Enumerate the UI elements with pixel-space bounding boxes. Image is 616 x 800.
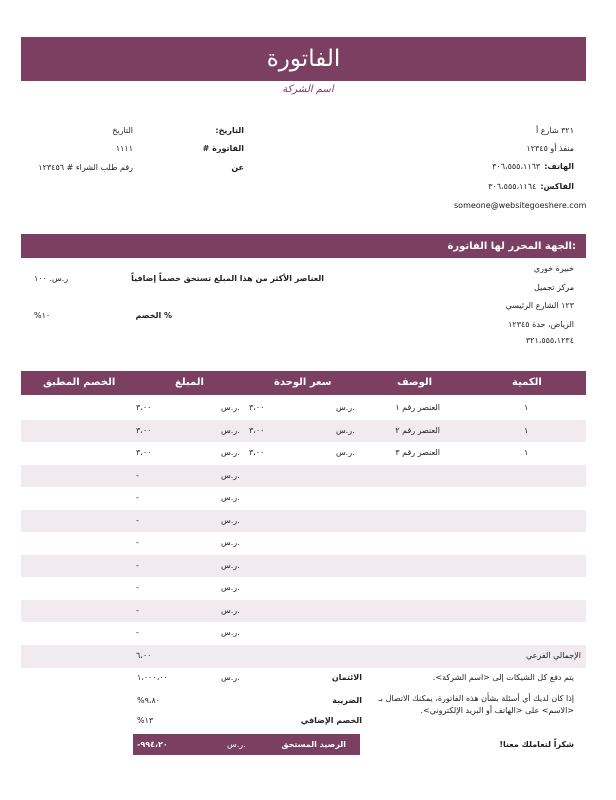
credit-label: الائتمان bbox=[331, 673, 362, 682]
col-discount-applied: الخصم المطبق bbox=[43, 377, 116, 388]
table-row bbox=[21, 465, 586, 488]
table-row bbox=[21, 532, 586, 555]
cell-amount-currency: ر.س. bbox=[221, 470, 240, 480]
cell-amount: - bbox=[136, 560, 139, 570]
cell-qty: ١ bbox=[524, 425, 529, 435]
cell-unit-price: ٣،٠٠ bbox=[249, 448, 265, 457]
date-value: التاريخ bbox=[112, 126, 133, 135]
cell-description: العنصر رقم ٣ bbox=[395, 448, 440, 457]
balance-due-label: الرصيد المستحق bbox=[281, 740, 346, 749]
threshold-value: ر.س. ١٠٠ bbox=[34, 274, 69, 283]
about-label: عن bbox=[231, 163, 244, 172]
invoice-number-label: الفاتورة # bbox=[202, 144, 244, 153]
sender-street: ٣٢١ شارع أ bbox=[536, 126, 574, 135]
fax-label: الفاكس: bbox=[540, 182, 574, 191]
balance-due-currency: ر.س. bbox=[227, 740, 246, 749]
credit-currency: ر.س. bbox=[221, 673, 240, 682]
cell-unit-currency: ر.س. bbox=[336, 448, 355, 457]
tax-value: %٩،٨٠ bbox=[137, 696, 161, 705]
balance-due-value: -٩٩٤،٢٠ bbox=[137, 740, 168, 749]
cell-amount-currency: ر.س. bbox=[221, 605, 240, 615]
client-center: مركز تجميل bbox=[534, 283, 574, 292]
note-questions-1: إذا كان لديك أي أسئلة بشأن هذه الفاتورة، يمكنك الاتصال بـ bbox=[378, 694, 574, 703]
cell-amount: - bbox=[136, 493, 139, 502]
sender-email[interactable]: someone@websitegoeshere.com bbox=[454, 201, 587, 210]
subtotal-label: الإجمالي الفرعي bbox=[525, 651, 581, 660]
cell-amount-currency: ر.س. bbox=[221, 583, 240, 592]
tax-label: الضريبة bbox=[332, 696, 362, 705]
sender-suite: منفذ أو ١٢٣٤٥ bbox=[526, 144, 574, 153]
subtotal-row bbox=[21, 645, 586, 668]
cell-qty: ١ bbox=[524, 448, 529, 457]
note-payable: يتم دفع كل الشيكات إلى <اسم الشركة>. bbox=[432, 673, 574, 682]
note-thanks: شكراً لتعاملك معنا! bbox=[499, 740, 574, 749]
cell-amount: - bbox=[136, 628, 139, 637]
cell-amount-currency: ر.س. bbox=[221, 538, 240, 547]
cell-amount: - bbox=[136, 538, 139, 547]
cell-amount-currency: ر.س. bbox=[221, 560, 240, 570]
cell-amount: ٣،٠٠ bbox=[136, 448, 152, 457]
cell-amount: ٣،٠٠ bbox=[136, 403, 152, 412]
sender-phone-line bbox=[492, 162, 574, 171]
phone-value: ٣٠٦،٥٥٥،١١٦٣ bbox=[492, 162, 541, 171]
cell-amount: - bbox=[136, 470, 139, 480]
col-qty: الكمية bbox=[512, 377, 542, 388]
table-row bbox=[21, 555, 586, 578]
note-questions-2: <الاسم> على <الهاتف أو البريد الإلكتروني>. bbox=[420, 706, 574, 715]
cell-amount-currency: ر.س. bbox=[221, 628, 240, 637]
table-row bbox=[21, 622, 586, 645]
table-row bbox=[21, 397, 586, 420]
discount-label: % الخصم bbox=[135, 311, 172, 320]
company-name: اسم الشركة bbox=[282, 84, 334, 95]
client-street: ١٢٣ الشارع الرئيسي bbox=[505, 301, 574, 310]
phone-label: الهاتف: bbox=[544, 162, 574, 171]
client-city: الرياض، حدة ١٢٣٤٥ bbox=[508, 320, 574, 329]
table-row bbox=[21, 600, 586, 623]
items-table-header bbox=[21, 371, 586, 395]
invoice-number-value: ١١١١ bbox=[115, 144, 133, 153]
po-number: رقم طلب الشراء # ١٢٣٤٥٦ bbox=[38, 163, 133, 172]
cell-qty: ١ bbox=[524, 403, 529, 412]
cell-description: العنصر رقم ٢ bbox=[395, 425, 440, 435]
col-description: الوصف bbox=[397, 377, 433, 388]
fax-value: ٣٠٦،٥٥٥،١١٦٤ bbox=[488, 182, 537, 191]
table-row bbox=[21, 510, 586, 533]
cell-unit-currency: ر.س. bbox=[336, 403, 355, 412]
extra-discount-value: %١٣ bbox=[137, 716, 154, 725]
client-name: خبيرة خوري bbox=[533, 264, 574, 273]
table-row bbox=[21, 420, 586, 443]
col-unit-price: سعر الوحدة bbox=[274, 377, 332, 388]
extra-discount-label: الخصم الإضافي bbox=[300, 716, 362, 725]
subtotal-value: ٦،٠٠ bbox=[136, 651, 152, 660]
discount-value: %١٠ bbox=[34, 311, 51, 320]
client-phone: ٣٢١،٥٥٥،١٢٣٤ bbox=[525, 336, 574, 345]
balance-due-box bbox=[133, 734, 360, 755]
cell-amount: - bbox=[136, 515, 139, 525]
bill-to-header: الجهة المحرر لها الفاتورة: bbox=[21, 234, 586, 258]
threshold-label: العناصر الأكثر من هذا المبلغ تستحق خصماً إضافياً bbox=[131, 274, 324, 283]
invoice-title: الفاتورة bbox=[21, 37, 586, 81]
cell-amount: - bbox=[136, 583, 139, 592]
table-row bbox=[21, 442, 586, 465]
cell-amount-currency: ر.س. bbox=[221, 448, 240, 457]
cell-amount: - bbox=[136, 605, 139, 615]
credit-value: ١،٠٠٠،٠٠ bbox=[137, 673, 168, 682]
col-amount: المبلغ bbox=[175, 377, 204, 388]
cell-amount-currency: ر.س. bbox=[221, 403, 240, 412]
table-row bbox=[21, 487, 586, 510]
cell-amount: ٣،٠٠ bbox=[136, 425, 152, 435]
cell-amount-currency: ر.س. bbox=[221, 515, 240, 525]
cell-amount-currency: ر.س. bbox=[221, 493, 240, 502]
date-label: التاريخ: bbox=[215, 126, 244, 135]
cell-unit-price: ٣،٠٠ bbox=[249, 403, 265, 412]
cell-amount-currency: ر.س. bbox=[221, 425, 240, 435]
cell-unit-currency: ر.س. bbox=[336, 425, 355, 435]
table-row bbox=[21, 577, 586, 600]
cell-unit-price: ٣،٠٠ bbox=[249, 425, 265, 435]
cell-description: العنصر رقم ١ bbox=[395, 403, 440, 412]
sender-fax-line bbox=[488, 182, 574, 191]
